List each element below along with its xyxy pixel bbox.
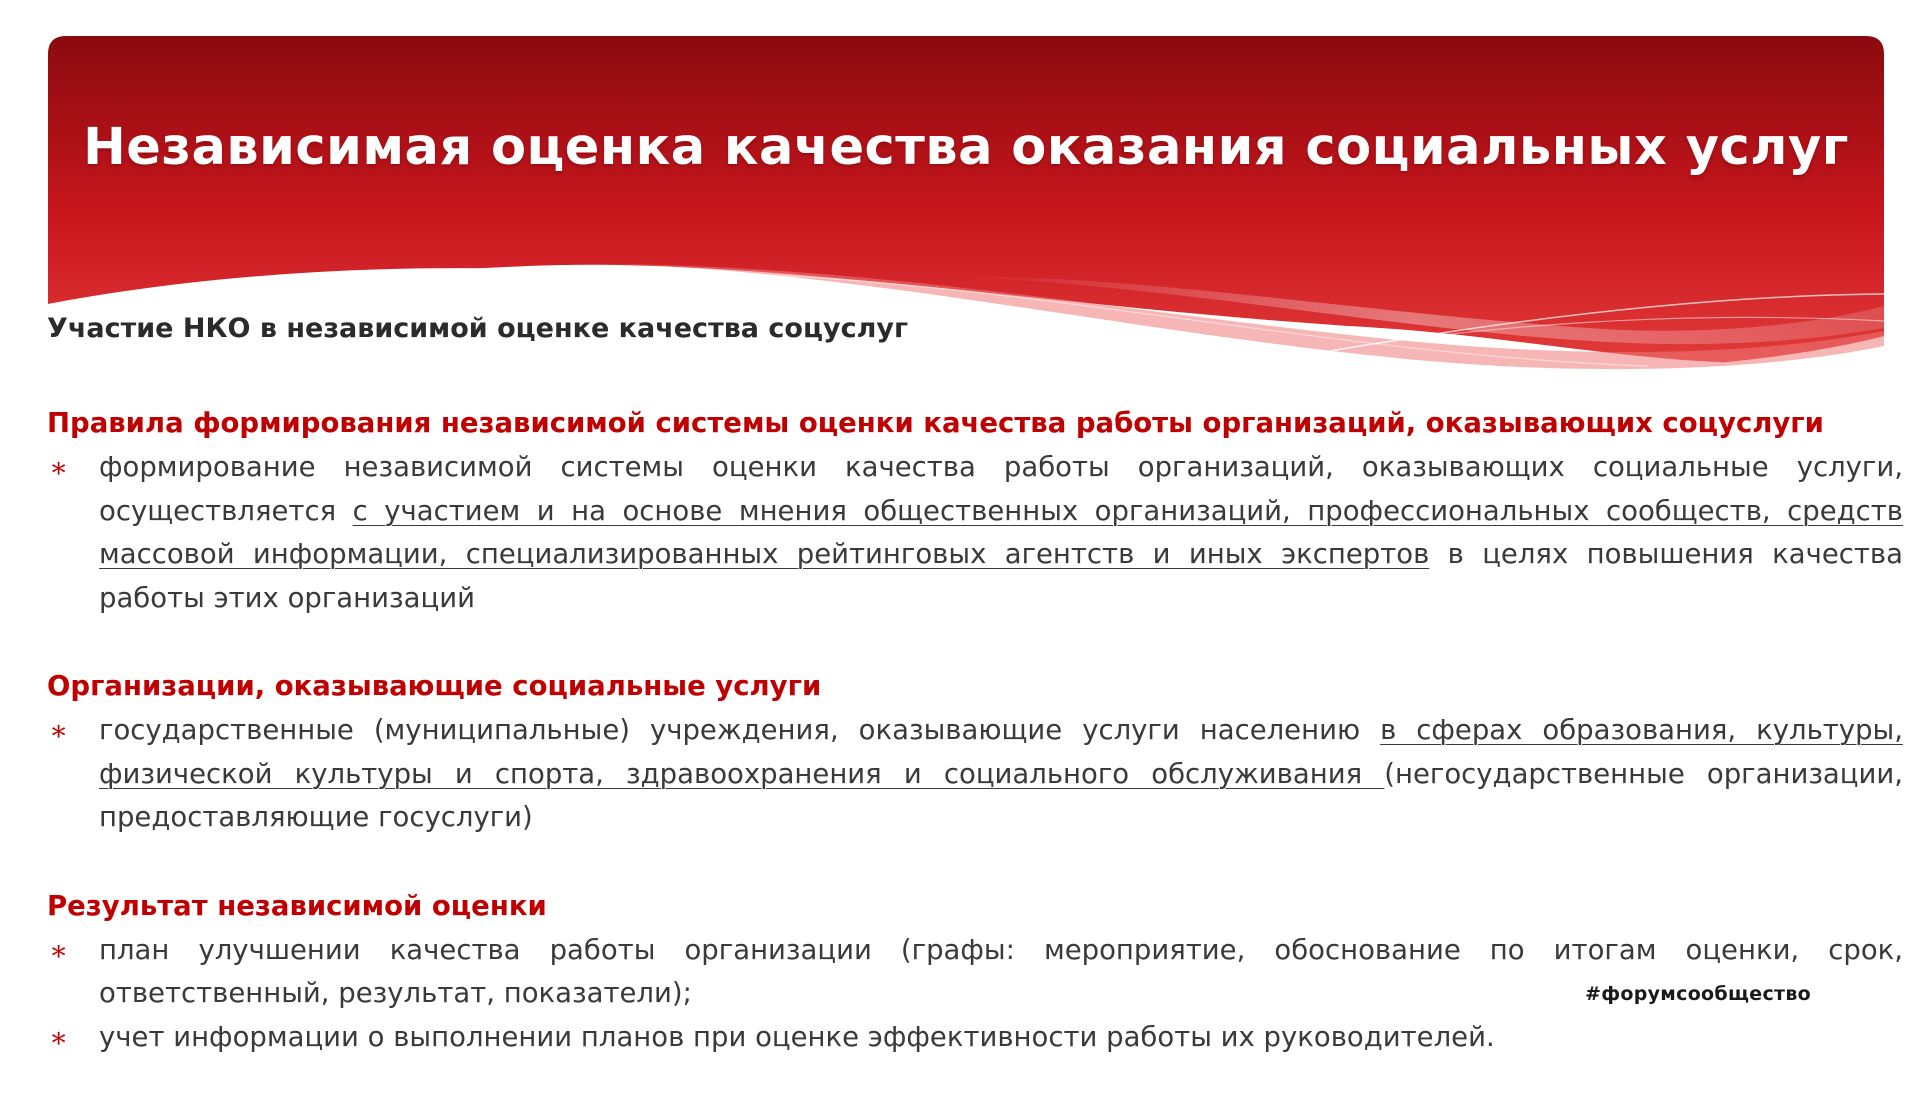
bullet-text: учет информации о выполнении планов при оценке эффективности работы их руководителей. (99, 1020, 1495, 1053)
section-result (47, 883, 1903, 1060)
bullet-underlined-text: в сферах образования, культуры, физической культуры и спорта, здравоохранения и социального обслуживания (99, 714, 1903, 790)
bullet-underlined-text: с участием и на основе мнения общественных организаций, профессиональных сообществ, средств массовой информации, специализированных рейтинговых агентств и иных экспертов (99, 494, 1903, 570)
asterisk-icon: ∗ (49, 451, 69, 484)
slide-title: Независимая оценка качества оказания социальных услуг (83, 118, 1849, 177)
list-item (47, 1016, 1903, 1060)
section-heading: Правила формирования независимой системы оценки качества работы организаций, оказывающих соцуслуги (47, 407, 1824, 439)
bullet-list (47, 446, 1903, 620)
section-heading: Организации, оказывающие социальные услуги (47, 670, 822, 702)
bullet-text: (негосударственные организации, предоставляющие госуслуги) (99, 757, 1903, 833)
hashtag-label: #форумсообщество (1585, 983, 1812, 1005)
bullet-text: в целях повышения качества работы этих организаций (99, 538, 1903, 614)
list-item (47, 709, 1903, 840)
asterisk-icon: ∗ (49, 1020, 69, 1054)
bullet-list (47, 709, 1903, 840)
asterisk-icon: ∗ (49, 933, 69, 967)
asterisk-icon: ∗ (49, 714, 69, 747)
section-organizations (47, 663, 1903, 840)
list-item (47, 446, 1903, 620)
bullet-text: государственные (муниципальные) учреждения, оказывающие услуги населению (99, 714, 1381, 746)
section-heading: Результат независимой оценки (47, 889, 547, 922)
title-banner (48, 36, 1884, 406)
bullet-text: план улучшении качества работы организации (графы: мероприятие, обоснование по итогам оценки, срок, ответственный, результат, показатели); (99, 933, 1903, 1009)
slide-subtitle: Участие НКО в независимой оценке качества соцуслуг (47, 313, 909, 344)
section-rules (47, 400, 1903, 620)
bullet-text: формирование независимой системы оценки качества работы организаций, оказывающих социальные услуги, осуществляется (99, 451, 1903, 527)
